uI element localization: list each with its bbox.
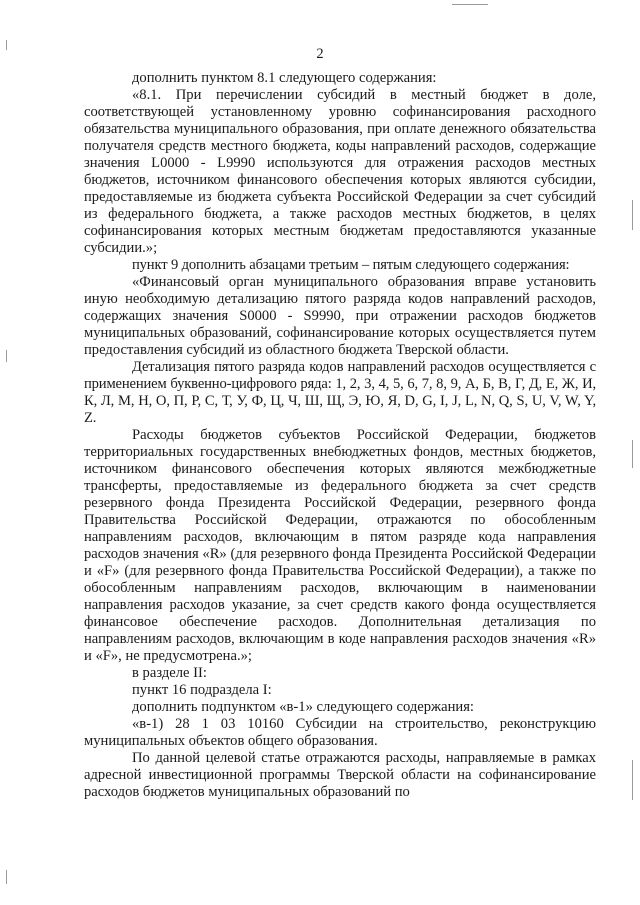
paragraph: дополнить подпунктом «в-1» следующего содержания:	[132, 699, 474, 715]
scan-mark	[6, 870, 7, 884]
scan-mark	[6, 350, 7, 362]
page-number: 2	[316, 46, 324, 62]
paragraph: Расходы бюджетов субъектов Российской Федерации, бюджетов территориальных государственных внебюджетных фондов, местных бюджетов, источником финансового обеспечения которых являются межбюджетные трансферты, предоставляемые из федерального бюджета за счет средств резервного фонда Президента Российской Федерации, резервного фонда Правительства Российской Федерации, отражаются по обособленным направлениям расходов, включающим в пятом разряде кода направления расходов значения «R» (для резервного фонда Президента Российской Федерации и «F» (для резервного фонда Правительства Российской Федерации), а также по обособленным направлениям расходов, включающим в наименовании направления расходов указание, за счет средств какого фонда осуществляется финансовое обеспечение расходов. Дополнительная детализация по направлениям расходов, включающим в коде направления расходов значения «R» и «F», не предусмотрена.»;	[84, 427, 596, 664]
paragraph: пункт 16 подраздела I:	[132, 682, 272, 698]
paragraph: «Финансовый орган муниципального образования вправе установить иную необходимую детализацию пятого разряда кодов направлений расходов, содержащих значения S0000 - S9990, при отражении расходов бюджетов муниципальных образований, софинансирование которых осуществляется путем предоставления субсидий из областного бюджета Тверской области.	[84, 274, 596, 358]
scan-mark	[632, 760, 633, 800]
paragraph: пункт 9 дополнить абзацами третьим – пятым следующего содержания:	[132, 257, 570, 273]
paragraph: Детализация пятого разряда кодов направлений расходов осуществляется с применением буквенно-цифрового ряда: 1, 2, 3, 4, 5, 6, 7, 8, 9, А, Б, В, Г, Д, Е, Ж, И, К, Л, М, Н, О, П, Р, С, Т, У, Ф, Ц, Ч, Ш, Щ, Э, Ю, Я, D, G, I, J, L, N, Q, S, U, V, W, Y, Z.	[84, 359, 596, 426]
paragraph: По данной целевой статье отражаются расходы, направляемые в рамках адресной инвестиционной программы Тверской области на софинансирование расходов бюджетов муниципальных образований по	[84, 750, 596, 800]
paragraph: дополнить пунктом 8.1 следующего содержания:	[132, 70, 437, 86]
scan-mark	[632, 200, 633, 230]
paragraph: «8.1. При перечислении субсидий в местный бюджет в доле, соответствующей установленному уровню софинансирования расходного обязательства муниципального образования, при оплате денежного обязательства получателя средств местного бюджета, коды направлений расходов, содержащие значения L0000 - L9990 используются для отражения расходов местных бюджетов, источником финансового обеспечения которых являются субсидии, предоставляемые из бюджета субъекта Российской Федерации за счет субсидий из федерального бюджета, а также расходов местных бюджетов, в целях софинансирования которых местным бюджетам предоставляются указанные субсидии.»;	[84, 87, 596, 256]
document-body	[84, 70, 596, 801]
paragraph: в разделе II:	[132, 665, 207, 681]
paragraph: «в-1) 28 1 03 10160 Субсидии на строительство, реконструкцию муниципальных объектов общего образования.	[84, 716, 596, 749]
scan-mark	[632, 440, 633, 468]
scan-mark	[452, 4, 488, 5]
